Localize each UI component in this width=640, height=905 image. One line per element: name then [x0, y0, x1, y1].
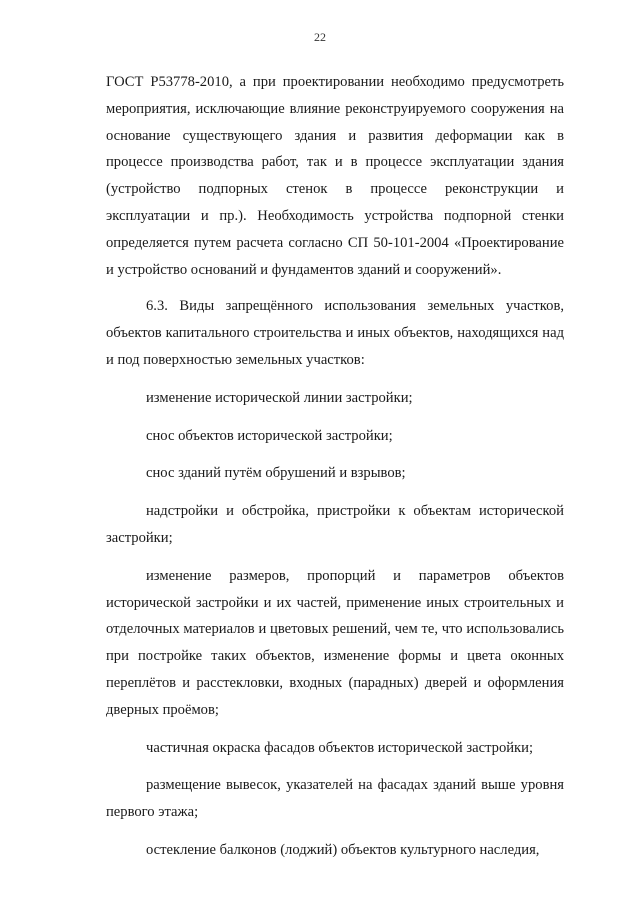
list-item-historic-line: изменение исторической линии застройки; — [146, 389, 413, 406]
list-item-demolition-explosions: снос зданий путём обрушений и взрывов; — [146, 465, 406, 482]
paragraph-section-6-3: 6.3. Виды запрещённого использования земельных участков, объектов капитального строительства и иных объектов, находящихся над и под поверхностью земельных участков: — [106, 298, 564, 368]
list-item-partial-painting: частичная окраска фасадов объектов исторической застройки; — [146, 739, 534, 756]
list-item-proportions-change: изменение размеров, пропорций и параметров объектов исторической застройки и их частей, применение иных строительных и отделочных материалов и цветовых решений, чем те, что использовались при постройке таких объектов, изменение формы и цвета оконных переплётов и расстекловки, входных (парадных) дверей и оформления дверных проёмов; — [106, 567, 564, 718]
paragraph-gost-continuation: ГОСТ Р53778-2010, а при проектировании необходимо предусмотреть мероприятия, исключающие влияние реконструируемого сооружения на основание существующего здания и развития деформации как в процессе производства работ, так и в процессе эксплуатации здания (устройство подпорных стенок в процессе реконструкции и эксплуатации и пр.). Необходимость устройства подпорной стенки определяется путем расчета согласно СП 50-101-2004 «Проектирование и устройство оснований и фундаментов зданий и сооружений». — [106, 74, 564, 278]
list-item-demolition-objects: снос объектов исторической застройки; — [146, 427, 393, 444]
document-body — [106, 69, 564, 864]
list-item-balcony-glazing: остекление балконов (лоджий) объектов культурного наследия, — [146, 841, 540, 858]
list-item-signage: размещение вывесок, указателей на фасадах зданий выше уровня первого этажа; — [106, 777, 564, 821]
list-item-additions: надстройки и обстройка, пристройки к объектам исторической застройки; — [106, 503, 564, 546]
page-number: 22 — [314, 30, 326, 44]
